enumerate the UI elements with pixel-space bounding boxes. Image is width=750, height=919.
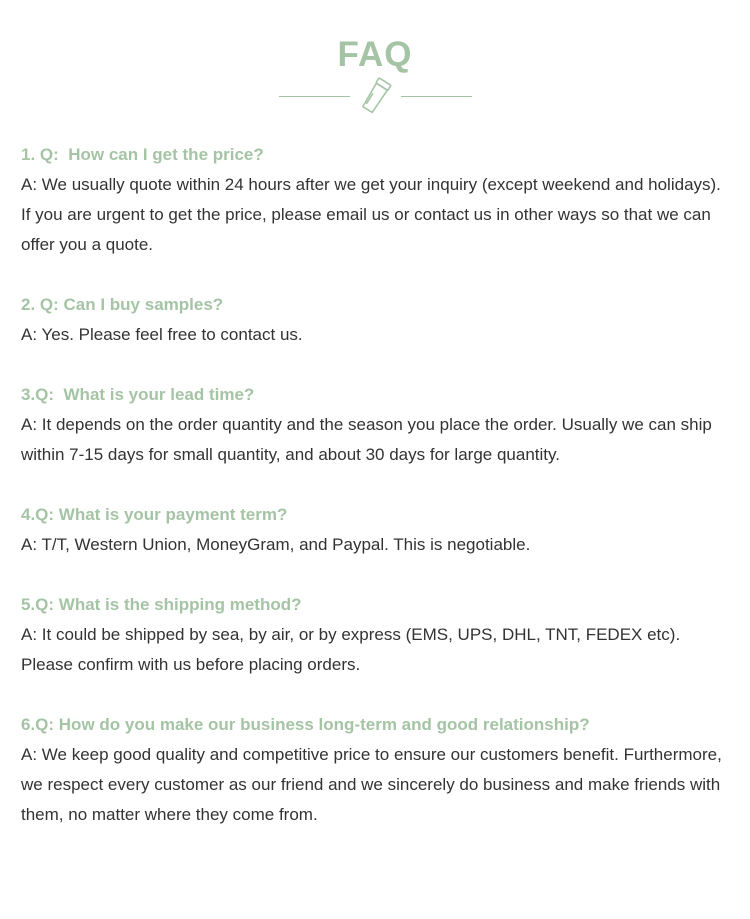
faq-question: 3.Q: What is your lead time?	[21, 385, 255, 404]
faq-item-1	[21, 140, 733, 260]
faq-list	[21, 140, 733, 860]
page-title: FAQ	[337, 35, 413, 74]
faq-question: 4.Q: What is your payment term?	[21, 505, 288, 524]
faq-item-6	[21, 710, 733, 830]
faq-question: 2. Q: Can I buy samples?	[21, 295, 224, 314]
faq-item-5	[21, 590, 733, 680]
faq-answer: A: Yes. Please feel free to contact us.	[21, 325, 303, 344]
faq-answer: A: It could be shipped by sea, by air, or by express (EMS, UPS, DHL, TNT, FEDEX etc). Please confirm with us before placing orders.	[21, 625, 681, 674]
faq-question: 5.Q: What is the shipping method?	[21, 595, 302, 614]
cup-icon	[358, 76, 394, 116]
faq-item-2	[21, 290, 733, 350]
faq-answer: A: We keep good quality and competitive price to ensure our customers benefit. Furthermore, we respect every customer as our friend and we sincerely do business and make friends with them, no matter where they come from.	[21, 745, 722, 824]
divider-line-right	[401, 96, 472, 97]
faq-answer: A: It depends on the order quantity and the season you place the order. Usually we can ship within 7-15 days for small quantity, and about 30 days for large quantity.	[21, 415, 712, 464]
faq-item-4	[21, 500, 733, 560]
divider-line-left	[279, 96, 350, 97]
title-divider	[0, 76, 750, 116]
faq-answer: A: We usually quote within 24 hours after we get your inquiry (except weekend and holidays). If you are urgent to get the price, please email us or contact us in other ways so that we can offer you a quote.	[21, 175, 721, 254]
faq-answer: A: T/T, Western Union, MoneyGram, and Paypal. This is negotiable.	[21, 535, 531, 554]
faq-header	[0, 34, 750, 76]
faq-item-3	[21, 380, 733, 470]
faq-question: 6.Q: How do you make our business long-term and good relationship?	[21, 715, 590, 734]
faq-question: 1. Q: How can I get the price?	[21, 145, 264, 164]
